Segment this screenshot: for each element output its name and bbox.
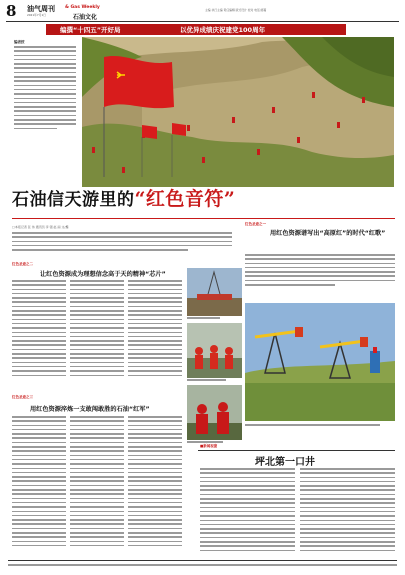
side-section-tag: 红色圣迹之一 bbox=[245, 222, 266, 226]
hero-photo bbox=[82, 37, 394, 187]
oil-workers-photo bbox=[187, 323, 242, 378]
side-article-text bbox=[245, 254, 395, 304]
subsection2-column bbox=[70, 416, 124, 556]
subsection1-column bbox=[128, 280, 182, 385]
bottom-story-rule bbox=[198, 450, 395, 451]
issue-date: 2021年7月1日 bbox=[27, 13, 47, 17]
workers-photo-3 bbox=[187, 385, 242, 440]
bottom-story-column bbox=[200, 468, 295, 558]
section-name: 石油文化 bbox=[73, 14, 98, 21]
subsection1-headline: 让红色资源成为理想信念高于天的精神“芯片” bbox=[40, 271, 166, 278]
editor-note-title: 编者按 bbox=[14, 40, 25, 44]
main-headline-highlight: “红色音符” bbox=[134, 188, 236, 210]
photo-caption bbox=[187, 317, 242, 321]
workers-photo-2 bbox=[187, 323, 242, 378]
editor-note-text bbox=[14, 46, 76, 146]
bottom-story-column bbox=[300, 468, 395, 558]
subsection2-column bbox=[128, 416, 182, 556]
banner-left-text: 编撰“十四五”开好局 bbox=[60, 26, 121, 34]
red-uniform-workers-photo bbox=[187, 385, 242, 440]
bottom-story-headline: 坪北第一口井 bbox=[255, 457, 315, 468]
weekly-logo: & Gas Weekly bbox=[65, 5, 100, 10]
main-headline-prefix: 石油信天游里的 bbox=[12, 190, 135, 210]
pumpjack-caption bbox=[245, 424, 395, 428]
subsection1-column bbox=[70, 280, 124, 385]
byline: □本报记者 张 伟 通讯员 李 强 赵 丽 文/摄 bbox=[12, 225, 69, 229]
subsection2-tag: 红色圣迹之三 bbox=[12, 395, 33, 399]
subsection1-column bbox=[12, 280, 66, 385]
pumpjack-photo bbox=[245, 303, 395, 421]
subsection2-headline: 用红色资源淬炼一支敢闯敢胜的石油“红军” bbox=[30, 406, 150, 413]
paper-name: 油气周刊 bbox=[27, 5, 55, 13]
page-number: 8 bbox=[6, 2, 17, 20]
bottom-story-tag: ■新闻视窗 bbox=[200, 444, 218, 448]
masthead bbox=[0, 0, 405, 22]
footer-rule bbox=[8, 560, 397, 561]
main-headline bbox=[12, 184, 235, 211]
masthead-meta: 主编 执行主编 责任编辑 版式设计 校对 电话 邮箱 bbox=[205, 8, 267, 12]
side-headline: 用红色资源谱写出“高原红”的时代“红歌” bbox=[270, 230, 386, 237]
footer-text bbox=[8, 563, 397, 568]
lead-paragraph bbox=[12, 232, 232, 256]
oil-pumpjacks-photo bbox=[245, 303, 395, 421]
banner-right-text: 以优异成绩庆祝建党100周年 bbox=[180, 26, 266, 34]
drilling-rig-photo bbox=[187, 268, 242, 316]
subsection1-tag: 红色圣迹之二 bbox=[12, 262, 33, 266]
subsection2-column bbox=[12, 416, 66, 556]
workers-photo-1 bbox=[187, 268, 242, 316]
headline-rule bbox=[12, 218, 395, 219]
hillside-flags-photo bbox=[82, 37, 394, 187]
photo-caption bbox=[187, 379, 242, 383]
masthead-rule bbox=[6, 21, 399, 22]
